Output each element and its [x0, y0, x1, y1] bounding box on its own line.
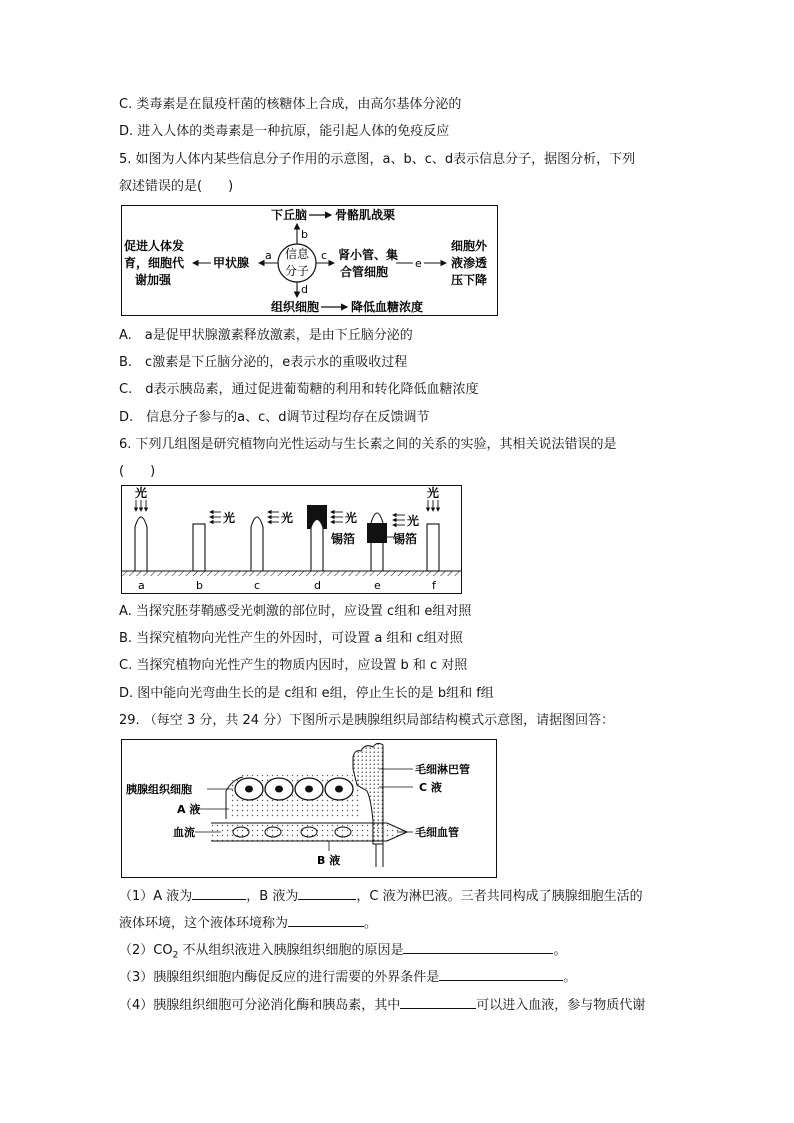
q6-option-a: A. 当探究胚芽鞘感受光刺激的部位时，应设置 c组和 e组对照 — [119, 604, 472, 619]
q6-stem-line1: 6. 下列几组图是研究植物向光性运动与生长素之间的关系的实验，其相关说法错误的是 — [119, 437, 617, 452]
kidney-label-1: 肾小管、集 — [338, 248, 399, 262]
tissue-cell-label: 组织细胞 — [271, 300, 320, 314]
left-effect-2: 育，细胞代 — [124, 256, 185, 270]
answer-blank-env — [288, 914, 364, 927]
center-text-2: 分子 — [284, 264, 310, 278]
foil-d: 锡箔 — [331, 532, 356, 546]
q6-stem-line2: ( ) — [119, 464, 156, 479]
q29-sub2 — [119, 941, 566, 965]
lymph-capillary-label: 毛细淋巴管 — [415, 763, 470, 776]
right-effect-1: 细胞外 — [451, 239, 488, 253]
light-d: 光 — [345, 511, 358, 525]
q29-sub4 — [119, 996, 645, 1015]
label-c: c — [321, 249, 328, 262]
q29-stem: 29. （每空 3 分，共 24 分）下图所示是胰腺组织局部结构模式示意图，请据图回答： — [119, 713, 615, 728]
fluid-c-label: C 液 — [419, 781, 442, 794]
label-c: c — [254, 579, 261, 592]
thyroid-label: 甲状腺 — [213, 256, 250, 270]
q29-sub3-text: （3）胰腺组织细胞内酶促反应的进行需要的外界条件是 — [119, 970, 440, 985]
hypothalamus-label: 下丘脑 — [271, 208, 308, 222]
foil-e: 锡箔 — [393, 532, 418, 546]
q4-option-c: C. 类毒素是在鼠疫杆菌的核糖体上合成，由高尔基体分泌的 — [119, 97, 462, 112]
label-a: a — [265, 249, 272, 262]
shivering-label: 骨骼肌战栗 — [335, 208, 396, 222]
left-effect-1: 促进人体发 — [124, 239, 185, 253]
q29-sub3-end: 。 — [563, 970, 577, 985]
light-e: 光 — [407, 514, 420, 528]
q5-signal-diagram — [121, 205, 499, 321]
foil-cap — [307, 505, 327, 529]
label-a: a — [138, 579, 145, 592]
q6-option-c: C. 当探究植物向光性产生的物质内因时，应设置 b 和 c 对照 — [119, 658, 468, 673]
q5-option-c: C. d表示胰岛素，通过促进葡萄糖的利用和转化降低血糖浓度 — [119, 382, 479, 397]
q5-stem-line1: 5. 如图为人体内某些信息分子作用的示意图，a、b、c、d表示信息分子，据图分析，下列 — [119, 152, 636, 167]
q29-sub1-line2 — [119, 914, 377, 933]
q29-sub1-line2-end: 。 — [364, 916, 378, 931]
q29-sub1-line2-text: 液体环境，这个液体环境称为 — [119, 916, 289, 931]
label-e: e — [415, 257, 422, 270]
label-d: d — [301, 283, 308, 296]
q29-sub2-subscript: 2 — [172, 950, 179, 961]
blood-capillary-label: 毛细血管 — [415, 826, 459, 839]
answer-blank-reason — [403, 941, 553, 954]
q29-sub1-line1 — [119, 887, 643, 906]
q4-option-d: D. 进入人体的类毒素是一种抗原，能引起人体的免疫反应 — [119, 124, 450, 139]
center-text-1: 信息 — [284, 247, 310, 261]
pancreas-cell-label: 胰腺组织细胞 — [126, 783, 192, 796]
right-effect-2: 液渗透 — [451, 256, 488, 270]
label-e: e — [374, 579, 381, 592]
q29-sub1-text-c: ，C 液为淋巴液。三者共同构成了胰腺细胞生活的 — [356, 889, 643, 904]
fluid-b-label: B 液 — [317, 854, 341, 867]
kidney-label-2: 合管细胞 — [340, 265, 389, 279]
label-b: b — [196, 579, 203, 592]
left-effect-3: 谢加强 — [135, 273, 172, 287]
q5-option-b: B. c激素是下丘脑分泌的，e表示水的重吸收过程 — [119, 355, 408, 370]
fluid-a-label: A 液 — [177, 803, 201, 816]
right-effect-3: 压下降 — [451, 273, 488, 287]
q29-sub2-text-a: （2）CO — [119, 943, 173, 958]
q29-sub3 — [119, 968, 576, 987]
blood-flow-label: 血流 — [173, 826, 195, 839]
q29-sub2-text-b: 不从组织液进入胰腺组织细胞的原因是 — [178, 943, 404, 958]
light-b: 光 — [223, 511, 236, 525]
q29-pancreas-figure — [121, 739, 498, 883]
q29-sub4-text-a: （4）胰腺组织细胞可分泌消化酶和胰岛素，其中 — [119, 998, 401, 1013]
q5-option-a: A. a是促甲状腺激素释放激素，是由下丘脑分泌的 — [119, 328, 413, 343]
blood-sugar-label: 降低血糖浓度 — [351, 300, 424, 314]
q29-sub2-end: 。 — [553, 943, 567, 958]
light-c: 光 — [281, 511, 294, 525]
q29-sub1-text-a: （1）A 液为 — [119, 889, 193, 904]
q5-stem-line2: 叙述错误的是( ) — [119, 179, 234, 194]
q29-sub4-text-b: 可以进入血液，参与物质代谢 — [476, 998, 646, 1013]
label-f: f — [432, 579, 436, 592]
label-d: d — [314, 579, 321, 592]
light-f: 光 — [427, 486, 440, 500]
answer-blank-a — [192, 887, 246, 900]
q6-option-b: B. 当探究植物向光性产生的外因时，可设置 a 组和 c组对照 — [119, 631, 463, 646]
q6-option-d: D. 图中能向光弯曲生长的是 c组和 e组，停止生长的是 b组和 f组 — [119, 686, 494, 701]
foil-sleeve — [367, 523, 387, 543]
answer-blank-b — [298, 887, 356, 900]
light-a: 光 — [135, 486, 148, 500]
q29-sub1-text-b: ，B 液为 — [246, 889, 299, 904]
q6-phototropism-figure — [121, 485, 463, 599]
q5-option-d: D. 信息分子参与的a、c、d调节过程均存在反馈调节 — [119, 410, 430, 425]
answer-blank-conditions — [439, 968, 563, 981]
answer-blank-hormone — [400, 996, 476, 1009]
label-b: b — [301, 228, 308, 241]
